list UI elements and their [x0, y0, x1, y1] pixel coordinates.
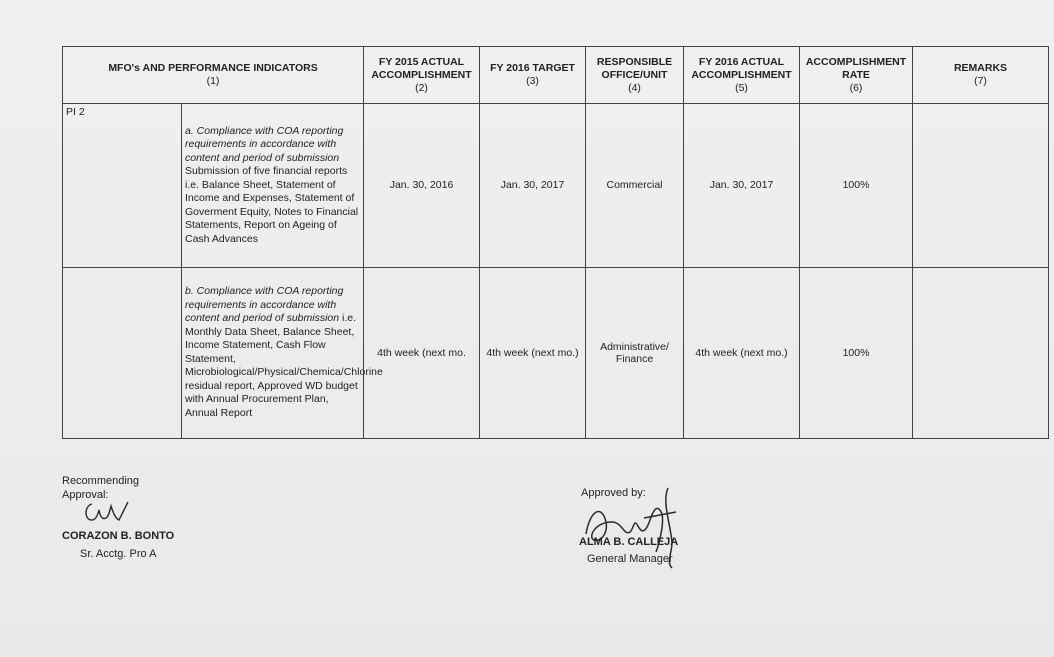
recommending-name: CORAZON B. BONTO	[62, 530, 175, 542]
indicator-detail: Submission of five financial reports i.e. Balance Sheet, Statement of Income and Expenses, Statement of Goverment Equity, Notes to Financial Statements, Report on Ageing of Cash Advances	[185, 165, 359, 245]
header-mfo-number: (1)	[206, 75, 220, 87]
approved-by-label: Approved by:	[581, 487, 646, 499]
performance-table	[62, 46, 1049, 439]
recommending-title: Sr. Acctg. Pro A	[80, 548, 157, 560]
header-rate-number: (6)	[849, 81, 863, 94]
remarks-cell	[913, 267, 1049, 438]
header-rate-label: ACCOMPLISHMENT RATE	[805, 55, 907, 81]
header-fy2016-target-number: (3)	[526, 75, 539, 87]
header-fy2015-label: FY 2015 ACTUAL ACCOMPLISHMENT	[371, 55, 472, 81]
rate-cell: 100%	[800, 104, 913, 268]
header-fy2016-target-label: FY 2016 TARGET	[490, 62, 575, 74]
fy2016-actual-cell: 4th week (next mo.)	[684, 267, 800, 438]
header-fy2015-number: (2)	[415, 81, 428, 94]
fy2016-target-cell: 4th week (next mo.)	[480, 267, 586, 438]
recommending-signatory	[62, 529, 174, 561]
header-remarks	[913, 47, 1049, 104]
recommending-label-line2: Approval:	[62, 489, 109, 501]
fy2016-actual-cell: Jan. 30, 2017	[684, 104, 800, 268]
header-fy2015	[364, 47, 480, 104]
header-remarks-number: (7)	[974, 75, 987, 87]
pi-label-cell-empty	[63, 267, 182, 438]
indicator-title: b. Compliance with COA reporting requirements in accordance with content and period of submission	[185, 285, 344, 325]
header-office-number: (4)	[628, 81, 641, 94]
header-remarks-label: REMARKS	[953, 62, 1008, 74]
indicator-detail: i.e. Monthly Data Sheet, Balance Sheet, Income Statement, Cash Flow Statement, Microbiological/Physical/Chemica/Chlorine residual report, Approved WD budget with Annual Procurement Plan, Annual Report	[185, 312, 383, 419]
remarks-cell	[913, 104, 1049, 268]
header-fy2016-actual-number: (5)	[735, 81, 748, 94]
approved-name: ALMA B. CALLEJA	[579, 536, 679, 548]
recommending-label-line1: Recommending	[62, 475, 140, 487]
recommending-signature	[82, 498, 134, 526]
header-mfo	[63, 47, 364, 104]
header-fy2016-actual	[684, 47, 800, 104]
header-office-label: RESPONSIBLE OFFICE/UNIT	[596, 55, 673, 81]
approved-title: General Manager	[587, 553, 673, 565]
indicator-description	[182, 104, 364, 268]
office-cell: Commercial	[586, 104, 684, 268]
table-row	[63, 104, 1049, 268]
header-mfo-label: MFO's AND PERFORMANCE INDICATORS	[108, 62, 318, 74]
header-fy2016-actual-label: FY 2016 ACTUAL ACCOMPLISHMENT	[691, 55, 792, 81]
indicator-title: a. Compliance with COA reporting requirements in accordance with content and period of submission	[185, 124, 344, 164]
pi-label: PI 2	[66, 106, 85, 118]
header-rate	[800, 47, 913, 104]
header-row	[63, 47, 1049, 104]
header-fy2016-target	[480, 47, 586, 104]
fy2015-cell: Jan. 30, 2016	[364, 104, 480, 268]
office-cell: Administrative/ Finance	[586, 267, 684, 438]
rate-cell: 100%	[800, 267, 913, 438]
pi-label-cell	[63, 104, 182, 268]
fy2016-target-cell: Jan. 30, 2017	[480, 104, 586, 268]
indicator-description	[182, 267, 383, 438]
table-row	[63, 267, 1049, 438]
approved-signatory	[579, 535, 678, 566]
header-office	[586, 47, 684, 104]
fy2015-cell: 4th week (next mo.	[364, 267, 480, 438]
